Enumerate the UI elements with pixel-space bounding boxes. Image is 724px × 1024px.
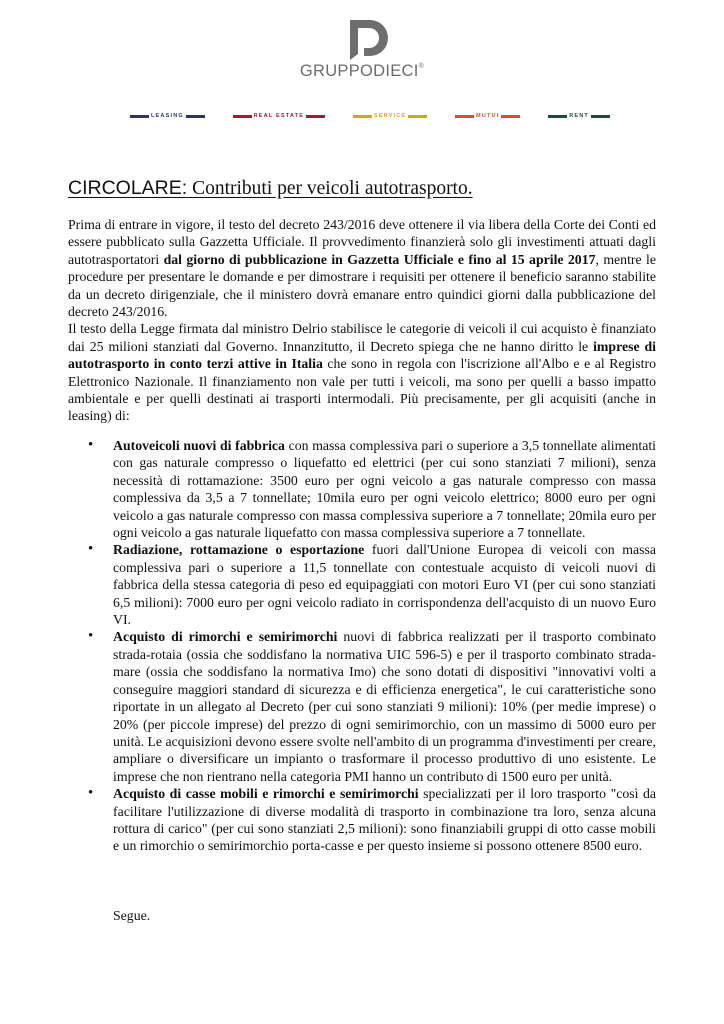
division-service-bar	[353, 115, 372, 118]
division-leasing-bar	[130, 115, 149, 118]
division-leasing	[130, 113, 205, 119]
division-service-tail	[408, 115, 427, 118]
list-item-text: specializzati per il loro trasporto "così da facilitare l'utilizzazione di diverse modalità di trasporto in combinazione tra loro, senza alcuna rottura di carico" (per cui sono stanziati 2,5 milioni): sono finanziabili gruppi di otto casse mobili e un rimorchio o semirimorchio porta-casse e per questo insieme si possono ottenere 8500 euro.	[113, 786, 656, 854]
division-rent-label: RENT	[569, 113, 589, 119]
division-mutui	[455, 113, 520, 119]
division-rent	[548, 113, 610, 119]
list-item-heading: Acquisto di casse mobili e rimorchi e semirimorchi	[113, 786, 419, 802]
division-service-label: SERVICE	[373, 113, 407, 119]
letterhead	[0, 18, 724, 81]
division-real-estate-label: REAL ESTATE	[253, 113, 305, 119]
closing-text: Segue.	[113, 908, 151, 923]
list-item	[68, 785, 656, 855]
list-item-text: con massa complessiva pari o superiore a 3,5 tonnellate alimentati con gas naturale compresso o liquefatto ed elettrici (per cui sono stanziati 7 milioni), senza necessità di rottamazione: 3500 euro per ogni veicolo a gas naturale compresso con massa complessiva da 3,5 a 7 tonnellate; 10mila euro per ogni veicolo elettrico; 8000 euro per ogni veicolo a gas naturale compresso con massa complessiva superiore a 7 tonnellate; 20mila euro per ogni veicolo a gas naturale liquefatto con massa complessiva superiore a 7 tonnellate.	[113, 438, 656, 541]
division-leasing-label: LEASING	[151, 113, 184, 119]
division-mutui-bar	[455, 115, 474, 118]
list-item-heading: Acquisto di rimorchi e semirimorchi	[113, 629, 338, 645]
list-item-text: nuovi di fabbrica realizzati per il trasporto combinato strada-rotaia (ossia che soddisfano la normativa UIC 596-5) e per il trasporto combinato strada-mare (ossia che soddisfano la normativa Imo) che sono dotati di dispositivi "innovativi volti a conseguire maggiori standard di sicurezza e di efficienza energetica", le cui caratteristiche sono riportate in un allegato al Decreto (per cui sono stanziati 9 milioni): 10% (per medie imprese) o 20% (per piccole imprese) del prezzo di ogni semirimorchio, con un massimo di 5000 euro per unità. Le acquisizioni devono essere svolte nell'ambito di un programma d'investimenti per creare, ampliare o diversificare un impianto o trasformare il processo produttivo di uno esistente. Le imprese che non rientrano nella categoria PMI hanno un contributo di 1500 euro per unità.	[113, 629, 656, 784]
vehicle-category-list	[68, 437, 656, 855]
intro-p2-text: Il testo della Legge firmata dal ministro Delrio stabilisce le categorie di veicoli il cui acquisto è finanziato dai 25 milioni stanziati dal Governo. Innanzitutto, il Decreto spiega che ne hanno diritto le	[68, 321, 656, 354]
division-service	[353, 113, 427, 119]
title-main: Contributi per veicoli autotrasporto.	[187, 178, 473, 199]
intro-p1-end: , mentre le procedure per presentare le domande e per dimostrare i requisiti per ottenere il beneficio saranno stabilite da un decreto dirigenziale, che il ministero dovrà emanare entro quindici giorni dalla pubblicazione del decreto 243/2016.	[68, 251, 656, 320]
intro-paragraph-1	[68, 216, 656, 320]
intro-paragraph	[68, 216, 656, 425]
list-item	[68, 628, 656, 785]
intro-p1-text: Prima di entrare in vigore, il testo del decreto 243/2016 deve ottenere il via libera della Corte dei Conti ed essere pubblicato sulla Gazzetta Ufficiale. Il provvedimento finanzierà solo gli investimenti attuati dagli autotrasportatori	[68, 217, 656, 267]
division-leasing-tail	[186, 115, 205, 118]
division-rent-bar	[548, 115, 567, 118]
intro-p2-bold: imprese di autotrasporto in conto terzi attive in Italia	[68, 338, 656, 372]
list-item-text: fuori dall'Unione Europea di veicoli con massa complessiva pari o superiore a 11,5 tonnellate con contestuale acquisto di veicoli nuovi di fabbrica della stessa categoria di peso ed equipaggiati con motori Euro VI (per cui sono stanziati 6,5 milioni): 7000 euro per ogni veicolo radiato in corrispondenza dell'acquisto di un nuovo Euro VI.	[113, 542, 656, 628]
division-real-estate-tail	[306, 115, 325, 118]
title-prefix: CIRCOLARE:	[68, 177, 188, 199]
intro-paragraph-2	[68, 320, 656, 424]
list-item-heading: Radiazione, rottamazione o esportazione	[113, 542, 365, 558]
document-title	[68, 175, 473, 202]
list-item	[68, 437, 656, 541]
division-mutui-label: MUTUI	[476, 113, 500, 119]
division-mutui-tail	[501, 115, 520, 118]
list-item	[68, 541, 656, 628]
gruppodieci-logo-icon	[336, 18, 388, 62]
division-real-estate-bar	[233, 115, 252, 118]
division-rent-tail	[591, 115, 610, 118]
division-real-estate	[233, 113, 325, 119]
brand-name: GRUPPODIECI®	[299, 62, 425, 80]
list-item-heading: Autoveicoli nuovi di fabbrica	[113, 438, 285, 453]
intro-p2-end: che sono in regola con l'iscrizione all'Albo e e al Registro Elettronico Nazionale. Il finanziamento non vale per tutti i veicoli, ma sono per quelli a basso impatto ambientale e per quelli destinati ai trasporti intermodali. Più precisamente, per gli acquisiti (anche in leasing) di:	[68, 356, 656, 424]
division-bar	[130, 111, 610, 121]
intro-p1-bold: dal giorno di pubblicazione in Gazzetta Ufficiale e fino al 15 aprile 2017	[163, 251, 596, 267]
